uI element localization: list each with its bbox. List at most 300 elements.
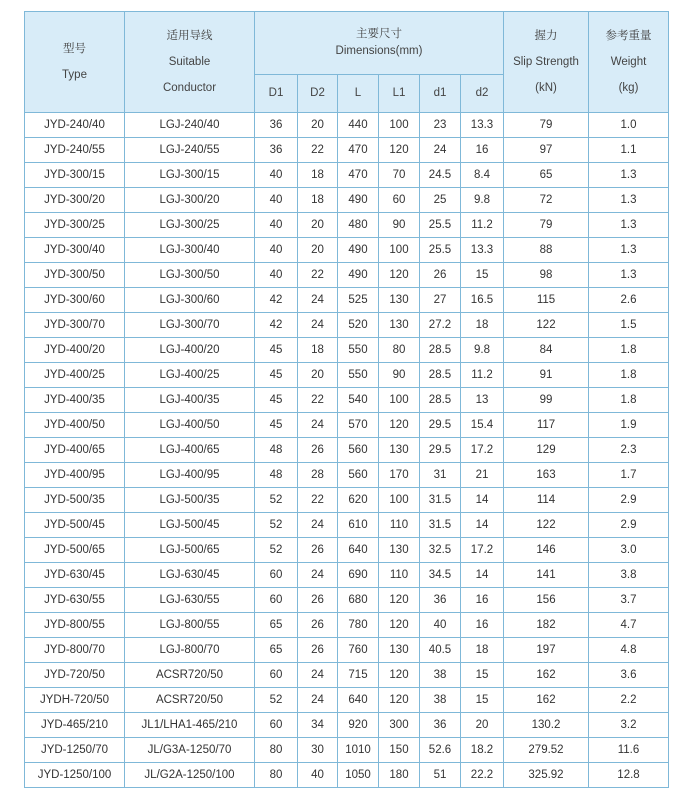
header-d1-small: d1 [420, 75, 461, 113]
cell-d2: 22 [298, 388, 338, 413]
cell-l1: 120 [379, 688, 420, 713]
cell-conductor: ACSR720/50 [125, 663, 255, 688]
cell-weight: 1.7 [589, 463, 669, 488]
cell-d2-small: 9.8 [461, 188, 504, 213]
cell-l1: 130 [379, 313, 420, 338]
cell-d1-small: 25.5 [420, 213, 461, 238]
cell-l: 715 [338, 663, 379, 688]
cell-type: JYD-400/20 [25, 338, 125, 363]
table-row [25, 588, 669, 613]
cell-type: JYD-240/40 [25, 113, 125, 138]
cell-d1: 48 [255, 463, 298, 488]
cell-slip-strength: 65 [504, 163, 589, 188]
cell-l: 1010 [338, 738, 379, 763]
table-row [25, 613, 669, 638]
cell-l1: 100 [379, 388, 420, 413]
cell-l: 920 [338, 713, 379, 738]
cell-slip-strength: 79 [504, 213, 589, 238]
cell-l: 640 [338, 538, 379, 563]
cell-d1-small: 40.5 [420, 638, 461, 663]
cell-type: JYD-300/50 [25, 263, 125, 288]
cell-d1: 60 [255, 713, 298, 738]
cell-slip-strength: 130.2 [504, 713, 589, 738]
header-l1: L1 [379, 75, 420, 113]
cell-d1-small: 40 [420, 613, 461, 638]
cell-d2-small: 11.2 [461, 213, 504, 238]
cell-type: JYDH-720/50 [25, 688, 125, 713]
table-row [25, 363, 669, 388]
cell-l: 560 [338, 438, 379, 463]
cell-d2: 24 [298, 663, 338, 688]
cell-weight: 1.0 [589, 113, 669, 138]
cell-conductor: LGJ-400/25 [125, 363, 255, 388]
cell-l: 610 [338, 513, 379, 538]
cell-weight: 1.3 [589, 188, 669, 213]
cell-slip-strength: 182 [504, 613, 589, 638]
cell-type: JYD-1250/100 [25, 763, 125, 788]
cell-type: JYD-400/50 [25, 413, 125, 438]
cell-l: 440 [338, 113, 379, 138]
header-weight-zh: 参考重量 [605, 29, 652, 42]
header-weight-en: Weight [610, 55, 647, 68]
cell-slip-strength: 141 [504, 563, 589, 588]
cell-conductor: LGJ-300/20 [125, 188, 255, 213]
header-slip-unit: (kN) [535, 81, 557, 94]
cell-conductor: LGJ-400/50 [125, 413, 255, 438]
cell-l: 490 [338, 263, 379, 288]
cell-d2-small: 22.2 [461, 763, 504, 788]
cell-l1: 120 [379, 138, 420, 163]
cell-weight: 1.3 [589, 238, 669, 263]
cell-d2: 34 [298, 713, 338, 738]
cell-d1: 52 [255, 688, 298, 713]
cell-d1-small: 51 [420, 763, 461, 788]
cell-l1: 120 [379, 663, 420, 688]
cell-d2-small: 15.4 [461, 413, 504, 438]
cell-d1: 52 [255, 488, 298, 513]
cell-d1: 80 [255, 738, 298, 763]
cell-d1: 52 [255, 513, 298, 538]
cell-d1: 52 [255, 538, 298, 563]
cell-weight: 1.3 [589, 163, 669, 188]
cell-d2-small: 15 [461, 663, 504, 688]
cell-d1-small: 28.5 [420, 388, 461, 413]
cell-conductor: LGJ-300/15 [125, 163, 255, 188]
cell-l: 550 [338, 363, 379, 388]
cell-d2-small: 17.2 [461, 538, 504, 563]
header-dims-zh: 主要尺寸 [356, 28, 402, 40]
cell-weight: 1.8 [589, 338, 669, 363]
cell-type: JYD-630/45 [25, 563, 125, 588]
cell-l: 540 [338, 388, 379, 413]
cell-conductor: LGJ-300/25 [125, 213, 255, 238]
cell-d2: 30 [298, 738, 338, 763]
cell-d2: 24 [298, 513, 338, 538]
cell-slip-strength: 117 [504, 413, 589, 438]
cell-weight: 12.8 [589, 763, 669, 788]
cell-l: 470 [338, 163, 379, 188]
cell-d1-small: 34.5 [420, 563, 461, 588]
cell-d2-small: 15 [461, 263, 504, 288]
cell-d1-small: 28.5 [420, 363, 461, 388]
cell-d2-small: 14 [461, 488, 504, 513]
cell-d1-small: 29.5 [420, 438, 461, 463]
table-row [25, 513, 669, 538]
cell-l: 690 [338, 563, 379, 588]
cell-l1: 120 [379, 263, 420, 288]
cell-d2: 26 [298, 538, 338, 563]
cell-l1: 120 [379, 588, 420, 613]
cell-type: JYD-300/15 [25, 163, 125, 188]
cell-l: 550 [338, 338, 379, 363]
cell-l1: 130 [379, 288, 420, 313]
table-row [25, 563, 669, 588]
cell-conductor: ACSR720/50 [125, 688, 255, 713]
cell-d1-small: 31 [420, 463, 461, 488]
cell-d1: 45 [255, 388, 298, 413]
header-conductor-en2: Conductor [162, 81, 217, 94]
cell-weight: 1.3 [589, 213, 669, 238]
table-body [25, 113, 669, 788]
table-row [25, 663, 669, 688]
cell-d2: 20 [298, 238, 338, 263]
cell-d2: 24 [298, 563, 338, 588]
cell-l: 1050 [338, 763, 379, 788]
cell-slip-strength: 146 [504, 538, 589, 563]
cell-conductor: LGJ-800/70 [125, 638, 255, 663]
cell-d1-small: 36 [420, 713, 461, 738]
header-slip-en: Slip Strength [513, 55, 579, 68]
header-slip-zh: 握力 [534, 29, 558, 42]
cell-weight: 2.6 [589, 288, 669, 313]
cell-d2-small: 14 [461, 563, 504, 588]
cell-conductor: LGJ-400/65 [125, 438, 255, 463]
table-row [25, 688, 669, 713]
cell-d2: 24 [298, 413, 338, 438]
cell-d2: 28 [298, 463, 338, 488]
cell-d1-small: 52.6 [420, 738, 461, 763]
cell-l: 525 [338, 288, 379, 313]
cell-d1-small: 23 [420, 113, 461, 138]
cell-l1: 80 [379, 338, 420, 363]
cell-d1-small: 26 [420, 263, 461, 288]
cell-d2-small: 16 [461, 138, 504, 163]
cell-conductor: LGJ-240/40 [125, 113, 255, 138]
cell-type: JYD-800/70 [25, 638, 125, 663]
table-row [25, 263, 669, 288]
cell-d1: 60 [255, 563, 298, 588]
cell-weight: 11.6 [589, 738, 669, 763]
cell-l1: 150 [379, 738, 420, 763]
cell-d1: 65 [255, 613, 298, 638]
cell-d1-small: 25.5 [420, 238, 461, 263]
cell-l: 760 [338, 638, 379, 663]
cell-d2-small: 18 [461, 638, 504, 663]
cell-l: 520 [338, 313, 379, 338]
cell-slip-strength: 97 [504, 138, 589, 163]
cell-d2: 26 [298, 638, 338, 663]
cell-d1: 40 [255, 263, 298, 288]
cell-d2: 26 [298, 613, 338, 638]
cell-d2-small: 20 [461, 713, 504, 738]
cell-slip-strength: 197 [504, 638, 589, 663]
table-row [25, 738, 669, 763]
cell-slip-strength: 79 [504, 113, 589, 138]
header-type-zh: 型号 [63, 42, 86, 55]
cell-d1: 40 [255, 238, 298, 263]
cell-type: JYD-300/60 [25, 288, 125, 313]
cell-d2-small: 17.2 [461, 438, 504, 463]
table-row [25, 213, 669, 238]
cell-type: JYD-400/35 [25, 388, 125, 413]
cell-d1: 36 [255, 138, 298, 163]
cell-conductor: LGJ-300/60 [125, 288, 255, 313]
cell-l1: 130 [379, 538, 420, 563]
cell-slip-strength: 114 [504, 488, 589, 513]
cell-type: JYD-500/65 [25, 538, 125, 563]
table-row [25, 413, 669, 438]
cell-d2-small: 9.8 [461, 338, 504, 363]
cell-l: 560 [338, 463, 379, 488]
cell-conductor: LGJ-400/20 [125, 338, 255, 363]
cell-d2-small: 16 [461, 588, 504, 613]
cell-d2: 22 [298, 138, 338, 163]
cell-weight: 2.9 [589, 513, 669, 538]
cell-conductor: LGJ-500/35 [125, 488, 255, 513]
cell-d2: 20 [298, 113, 338, 138]
cell-slip-strength: 162 [504, 663, 589, 688]
cell-d1-small: 29.5 [420, 413, 461, 438]
cell-l: 780 [338, 613, 379, 638]
cell-d2: 40 [298, 763, 338, 788]
cell-d1: 40 [255, 163, 298, 188]
cell-type: JYD-300/40 [25, 238, 125, 263]
cell-l: 470 [338, 138, 379, 163]
cell-d2-small: 8.4 [461, 163, 504, 188]
header-conductor-zh: 适用导线 [166, 29, 213, 42]
cell-weight: 1.5 [589, 313, 669, 338]
cell-conductor: JL/G3A-1250/70 [125, 738, 255, 763]
table-row [25, 763, 669, 788]
table-row [25, 463, 669, 488]
header-conductor [125, 12, 255, 113]
cell-l1: 120 [379, 413, 420, 438]
header-dims-en: Dimensions(mm) [335, 45, 423, 57]
cell-conductor: LGJ-400/35 [125, 388, 255, 413]
cell-d1: 36 [255, 113, 298, 138]
cell-slip-strength: 279.52 [504, 738, 589, 763]
header-weight-unit: (kg) [618, 81, 639, 94]
cell-slip-strength: 156 [504, 588, 589, 613]
cell-d2-small: 11.2 [461, 363, 504, 388]
cell-slip-strength: 122 [504, 313, 589, 338]
cell-weight: 3.6 [589, 663, 669, 688]
header-weight [589, 12, 669, 113]
cell-d1: 42 [255, 313, 298, 338]
cell-type: JYD-300/20 [25, 188, 125, 213]
cell-type: JYD-400/95 [25, 463, 125, 488]
header-d2: D2 [298, 75, 338, 113]
cell-weight: 3.0 [589, 538, 669, 563]
cell-type: JYD-300/70 [25, 313, 125, 338]
cell-type: JYD-465/210 [25, 713, 125, 738]
cell-d2-small: 21 [461, 463, 504, 488]
cell-type: JYD-400/65 [25, 438, 125, 463]
cell-d1: 60 [255, 588, 298, 613]
cell-l: 640 [338, 688, 379, 713]
header-d1: D1 [255, 75, 298, 113]
cell-conductor: LGJ-300/50 [125, 263, 255, 288]
cell-d1: 48 [255, 438, 298, 463]
cell-l1: 180 [379, 763, 420, 788]
cell-d2: 18 [298, 188, 338, 213]
cell-d1-small: 28.5 [420, 338, 461, 363]
cell-slip-strength: 325.92 [504, 763, 589, 788]
header-d2-small: d2 [461, 75, 504, 113]
cell-d2: 22 [298, 488, 338, 513]
cell-weight: 1.1 [589, 138, 669, 163]
cell-d2: 22 [298, 263, 338, 288]
cell-weight: 3.8 [589, 563, 669, 588]
cell-d1-small: 27.2 [420, 313, 461, 338]
cell-conductor: JL/G2A-1250/100 [125, 763, 255, 788]
cell-d2: 24 [298, 688, 338, 713]
cell-weight: 2.3 [589, 438, 669, 463]
cell-d1: 40 [255, 188, 298, 213]
cell-l: 680 [338, 588, 379, 613]
cell-l: 620 [338, 488, 379, 513]
table-row [25, 113, 669, 138]
table-row [25, 163, 669, 188]
cell-l1: 100 [379, 238, 420, 263]
cell-l: 480 [338, 213, 379, 238]
cell-slip-strength: 88 [504, 238, 589, 263]
cell-l1: 90 [379, 363, 420, 388]
header-l: L [338, 75, 379, 113]
cell-slip-strength: 122 [504, 513, 589, 538]
cell-d2: 18 [298, 163, 338, 188]
cell-slip-strength: 129 [504, 438, 589, 463]
cell-type: JYD-400/25 [25, 363, 125, 388]
cell-d2-small: 13 [461, 388, 504, 413]
cell-slip-strength: 163 [504, 463, 589, 488]
cell-l1: 100 [379, 488, 420, 513]
cell-weight: 1.8 [589, 363, 669, 388]
cell-type: JYD-1250/70 [25, 738, 125, 763]
cell-conductor: JL1/LHA1-465/210 [125, 713, 255, 738]
cell-conductor: LGJ-630/55 [125, 588, 255, 613]
cell-d2: 20 [298, 213, 338, 238]
cell-weight: 1.8 [589, 388, 669, 413]
cell-type: JYD-500/35 [25, 488, 125, 513]
table-row [25, 638, 669, 663]
cell-d2-small: 13.3 [461, 113, 504, 138]
cell-d1: 80 [255, 763, 298, 788]
cell-d2: 18 [298, 338, 338, 363]
cell-l1: 120 [379, 613, 420, 638]
table-row [25, 388, 669, 413]
cell-d2-small: 14 [461, 513, 504, 538]
cell-d2: 24 [298, 288, 338, 313]
cell-d2: 24 [298, 313, 338, 338]
header-conductor-en1: Suitable [168, 55, 211, 68]
cell-d1-small: 27 [420, 288, 461, 313]
cell-d1: 65 [255, 638, 298, 663]
cell-d1: 40 [255, 213, 298, 238]
cell-weight: 1.3 [589, 263, 669, 288]
cell-conductor: LGJ-300/70 [125, 313, 255, 338]
cell-d2-small: 16.5 [461, 288, 504, 313]
cell-l1: 300 [379, 713, 420, 738]
cell-slip-strength: 72 [504, 188, 589, 213]
table-row [25, 538, 669, 563]
cell-d2-small: 18 [461, 313, 504, 338]
table-row [25, 288, 669, 313]
header-dimensions [255, 12, 504, 75]
cell-d2-small: 16 [461, 613, 504, 638]
cell-weight: 2.9 [589, 488, 669, 513]
cell-conductor: LGJ-500/65 [125, 538, 255, 563]
cell-type: JYD-630/55 [25, 588, 125, 613]
cell-weight: 4.7 [589, 613, 669, 638]
cell-d1: 42 [255, 288, 298, 313]
cell-d2-small: 15 [461, 688, 504, 713]
cell-type: JYD-720/50 [25, 663, 125, 688]
cell-d1-small: 38 [420, 688, 461, 713]
cell-d1-small: 32.5 [420, 538, 461, 563]
cell-weight: 2.2 [589, 688, 669, 713]
table-row [25, 713, 669, 738]
header-type-en: Type [62, 68, 87, 81]
cell-l1: 170 [379, 463, 420, 488]
cell-conductor: LGJ-630/45 [125, 563, 255, 588]
header-slip-strength [504, 12, 589, 113]
cell-conductor: LGJ-500/45 [125, 513, 255, 538]
cell-d1-small: 31.5 [420, 513, 461, 538]
cell-slip-strength: 162 [504, 688, 589, 713]
cell-slip-strength: 84 [504, 338, 589, 363]
spec-table-wrapper [24, 11, 669, 788]
cell-d1-small: 25 [420, 188, 461, 213]
cell-type: JYD-500/45 [25, 513, 125, 538]
cell-l1: 90 [379, 213, 420, 238]
cell-l1: 60 [379, 188, 420, 213]
cell-d2: 26 [298, 438, 338, 463]
cell-d1: 45 [255, 363, 298, 388]
cell-weight: 1.9 [589, 413, 669, 438]
cell-weight: 3.7 [589, 588, 669, 613]
table-row [25, 238, 669, 263]
cell-d2-small: 13.3 [461, 238, 504, 263]
cell-l1: 110 [379, 563, 420, 588]
cell-type: JYD-300/25 [25, 213, 125, 238]
cell-slip-strength: 99 [504, 388, 589, 413]
cell-l1: 130 [379, 438, 420, 463]
cell-l1: 70 [379, 163, 420, 188]
cell-d1: 60 [255, 663, 298, 688]
cell-l: 570 [338, 413, 379, 438]
cell-type: JYD-800/55 [25, 613, 125, 638]
cell-d1: 45 [255, 413, 298, 438]
table-row [25, 438, 669, 463]
cell-conductor: LGJ-240/55 [125, 138, 255, 163]
cell-slip-strength: 91 [504, 363, 589, 388]
header-type [25, 12, 125, 113]
cell-d1-small: 31.5 [420, 488, 461, 513]
cell-conductor: LGJ-400/95 [125, 463, 255, 488]
cell-d1-small: 24.5 [420, 163, 461, 188]
table-row [25, 138, 669, 163]
